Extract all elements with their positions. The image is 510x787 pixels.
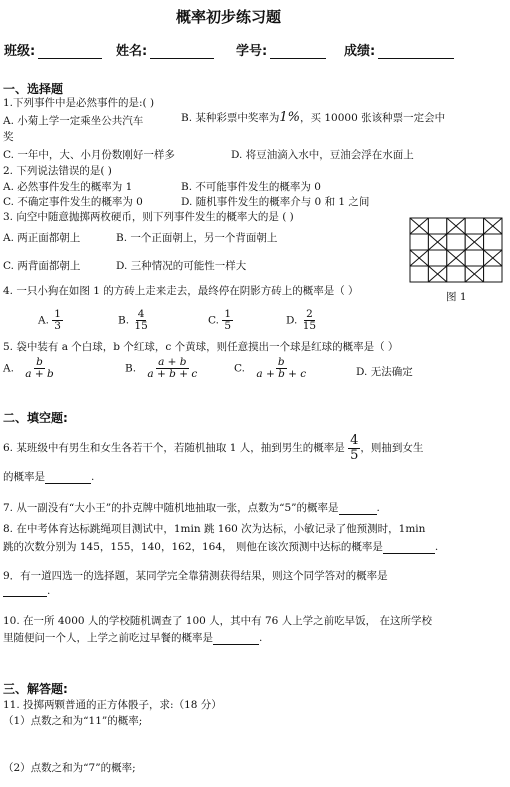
q10-line-2: 里随便问一个人，上学之前吃过早餐的概率是 .	[3, 632, 263, 644]
q10-line-1: 10. 在一所 4000 人的学校随机调查了 100 人，其中有 76 人上学之前吃早饭， 在这所学校	[3, 615, 433, 627]
q1-option-b-text: B. 某种彩票中奖率为	[181, 112, 280, 124]
q1-stem: 1.下列事件中是必然事件的是:( )	[3, 97, 155, 109]
q3-stem: 3. 向空中随意抛掷两枚硬币，则下列事件发生的概率大的是 ( )	[3, 211, 294, 223]
q4-option-c-fraction	[222, 309, 233, 332]
plain-tile	[428, 250, 446, 266]
q1-option-b-text-2: ，买 10000 张该种票一定会中	[300, 112, 446, 124]
q3-option-d: D. 三种情况的可能性一样大	[116, 260, 247, 272]
q4-c-numerator: 1	[224, 308, 232, 320]
q2-stem: 2. 下列说法错误的是( )	[3, 165, 112, 177]
class-blank[interactable]	[38, 46, 102, 59]
q11-part-1: （1）点数之和为“11”的概率;	[3, 715, 143, 727]
q4-b-numerator: 4	[137, 308, 145, 320]
class-field	[4, 40, 102, 59]
q5-c-denominator: a + b + c	[256, 368, 307, 381]
plain-tile	[428, 218, 446, 234]
name-label: 姓名:	[116, 44, 148, 59]
q1-option-b-continued: 奖	[3, 131, 14, 143]
q4-option-a-fraction	[52, 309, 63, 332]
plain-tile	[410, 266, 428, 282]
q6-answer-blank[interactable]	[45, 471, 91, 484]
q3-option-b: B. 一个正面朝上，另一个背面朝上	[116, 232, 278, 244]
plain-tile	[484, 234, 502, 250]
q9-line: 9．有一道四选一的选择题，某同学完全靠猜测获得结果，则这个同学答对的概率是	[3, 570, 388, 582]
q7-line: 7. 从一副没有“大小王”的扑克牌中随机地抽取一张，点数为“5”的概率是 .	[3, 502, 380, 514]
q4-d-denominator: 15	[302, 320, 317, 333]
plain-tile	[484, 266, 502, 282]
q3-option-c: C. 两背面都朝上	[3, 260, 81, 272]
q4-option-b	[118, 309, 150, 332]
plain-tile	[447, 234, 465, 250]
q4-option-a-label: A.	[38, 314, 49, 327]
q4-option-d-fraction	[301, 309, 318, 332]
plain-tile	[447, 266, 465, 282]
q8-line-2: 跳的次数分别为 145，155，140，162，164， 则他在该次预测中达标的概率是 .	[3, 541, 439, 553]
q5-a-denominator: a + b	[25, 368, 54, 381]
q10-text: 里随便问一个人，上学之前吃过早餐的概率是	[3, 632, 213, 644]
q5-option-d: D. 无法确定	[356, 366, 413, 378]
q6-line-2: 的概率是 .	[3, 471, 95, 483]
q4-a-denominator: 3	[54, 320, 61, 333]
q11-part-2: （2）点数之和为“7”的概率;	[3, 762, 136, 774]
section-heading-fill: 二、填空题:	[3, 411, 68, 425]
score-blank[interactable]	[378, 46, 454, 59]
section-heading-solve: 三、解答题:	[3, 682, 68, 696]
figure-1-tile-grid	[409, 217, 503, 283]
figure-1-caption: 图 1	[446, 291, 467, 303]
q2-option-a: A. 必然事件发生的概率为 1	[3, 181, 133, 193]
id-field	[236, 40, 326, 59]
plain-tile	[465, 218, 483, 234]
q4-a-numerator: 1	[54, 308, 61, 320]
q1-option-b-percent: 1%	[279, 110, 301, 125]
q6-text-3: 的概率是	[3, 471, 45, 483]
q5-b-denominator: a + b + c	[147, 368, 198, 381]
q10-answer-blank[interactable]	[213, 632, 259, 645]
plain-tile	[465, 250, 483, 266]
q5-option-b-label: B.	[125, 362, 137, 375]
q5-c-numerator: b	[277, 356, 285, 368]
q8-line-1: 8. 在中考体育达标跳绳项目测试中，1min 跳 160 次为达标，小敏记录了他预测时，1min	[3, 523, 426, 535]
class-label: 班级:	[4, 44, 36, 59]
section-heading-choice: 一、选择题	[3, 82, 64, 96]
q5-option-b-fraction	[145, 357, 199, 380]
q4-stem: 4. 一只小狗在如图 1 的方砖上走来走去，最终停在阴影方砖上的概率是（ ）	[3, 285, 359, 297]
q2-option-c: C. 不确定事件发生的概率为 0	[3, 196, 143, 208]
name-field	[116, 40, 214, 59]
q4-option-c	[208, 309, 233, 332]
q4-option-d-label: D.	[286, 314, 298, 327]
q8-answer-blank[interactable]	[383, 541, 435, 554]
q1-option-a: A. 小菊上学一定乘坐公共汽车	[3, 115, 144, 127]
q5-option-a-label: A.	[3, 362, 14, 375]
q6-fraction	[348, 434, 360, 462]
q4-c-denominator: 5	[224, 320, 232, 333]
q7-answer-blank[interactable]	[339, 502, 377, 515]
plain-tile	[410, 234, 428, 250]
q5-option-a	[3, 357, 56, 380]
q4-d-numerator: 2	[306, 308, 313, 320]
q6-denominator: 5	[350, 447, 359, 463]
q4-option-b-label: B.	[118, 314, 130, 327]
name-blank[interactable]	[150, 46, 214, 59]
q6-line-1	[3, 434, 423, 462]
q5-option-b	[125, 357, 199, 380]
q6-text-2: ，则抽到女生	[360, 442, 424, 455]
q2-option-d: D. 随机事件发生的概率介与 0 和 1 之间	[181, 196, 370, 208]
q9-answer-blank[interactable]	[3, 584, 47, 597]
q3-option-a: A. 两正面都朝上	[3, 232, 81, 244]
q6-numerator: 4	[350, 433, 359, 448]
q1-option-d: D. 将豆油滴入水中，豆油会浮在水面上	[231, 149, 414, 161]
q4-option-b-fraction	[132, 309, 149, 332]
q5-option-c-label: C.	[234, 362, 245, 375]
q4-option-a	[38, 309, 63, 332]
q1-option-b	[181, 110, 445, 125]
q9-answer-line: .	[3, 584, 50, 597]
score-field	[344, 40, 454, 59]
q5-option-c	[234, 357, 308, 380]
q6-text: 6. 某班级中有男生和女生各若干个，若随机抽取 1 人，抽到男生的概率是	[3, 442, 345, 455]
q1-option-c: C. 一年中，大、小月份数刚好一样多	[3, 149, 175, 161]
q7-text: 7. 从一副没有“大小王”的扑克牌中随机地抽取一张，点数为“5”的概率是	[3, 502, 339, 514]
q5-stem: 5. 袋中装有 a 个白球，b 个红球，c 个黄球，则任意摸出一个球是红球的概率是（ ）	[3, 341, 399, 353]
q8-text: 跳的次数分别为 145，155，140，162，164， 则他在该次预测中达标的概率是	[3, 541, 383, 553]
q4-option-d	[286, 309, 318, 332]
q4-b-denominator: 15	[134, 320, 148, 333]
q5-b-numerator: a + b	[158, 356, 187, 368]
q5-option-a-fraction	[23, 357, 55, 380]
id-label: 学号:	[236, 44, 268, 59]
q11-stem: 11. 投掷两颗普通的正方体骰子，求:（18 分）	[3, 699, 222, 711]
score-label: 成绩:	[344, 44, 376, 59]
q2-option-b: B. 不可能事件发生的概率为 0	[181, 181, 321, 193]
id-blank[interactable]	[270, 46, 326, 59]
q4-option-c-label: C.	[208, 314, 219, 327]
page-title: 概率初步练习题	[176, 8, 282, 26]
q5-a-numerator: b	[36, 356, 43, 368]
q5-option-c-fraction	[254, 357, 308, 380]
